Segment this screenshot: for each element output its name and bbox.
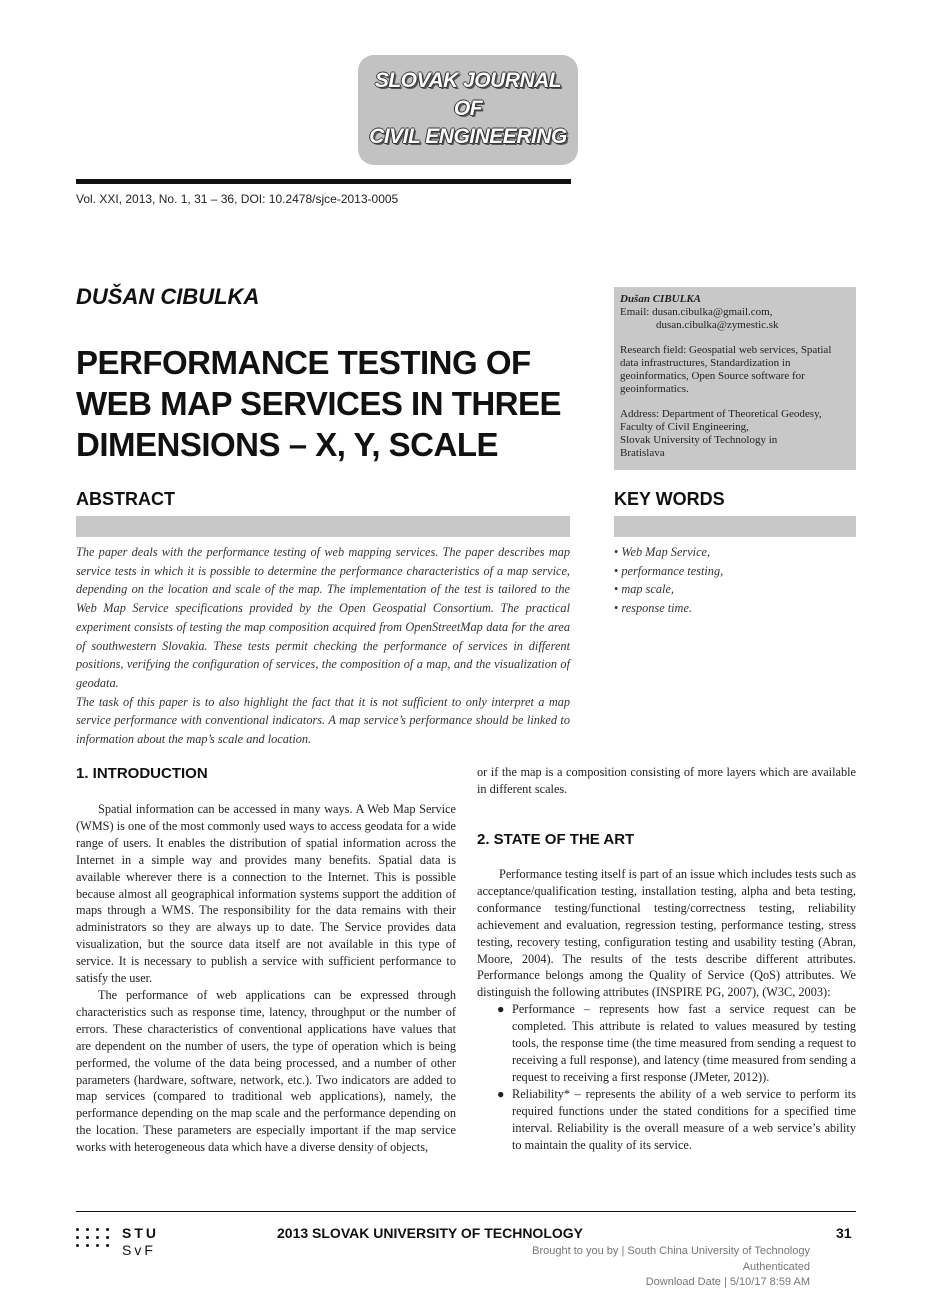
download-line: Authenticated (742, 1260, 810, 1273)
info-address: Faculty of Civil Engineering, (620, 421, 749, 433)
footer-university: 2013 SLOVAK UNIVERSITY OF TECHNOLOGY (277, 1225, 583, 1241)
journal-logo-line: OF (453, 97, 483, 120)
download-info (532, 1244, 810, 1291)
title-line: DIMENSIONS – X, Y, SCALE (76, 426, 498, 463)
body-paragraph: The performance of web applications can be expressed through characteristics such as response time, latency, throughput or the number of errors. These characteristics of conventional applications have values that are dependent on the number of users, the type of operation which is being performed, the volume of the data being processed, and a number of other parameters (hardware, software, network, etc.). Two indicators are added to map services (compared to traditional web applications), namely, the performance depending on the map scale and the performance depending on the location. These parameters are especially important if the map service works with heterogeneous data which have a diverse density of objects, (76, 987, 456, 1155)
info-address: Address: Department of Theoretical Geodesy, (620, 408, 822, 420)
list-item (477, 1086, 856, 1154)
list-item-text: Performance – represents how fast a service request can be completed. This attribute is related to values measured by testing tools, the response time (the time measured from sending a request to receiving a full response), and latency (time measured from sending a request to receiving a first response (JMeter, 2012)). (512, 1002, 856, 1084)
list-item (477, 1001, 856, 1086)
intro-heading: 1. INTRODUCTION (76, 765, 208, 782)
footer-rule (76, 1211, 856, 1212)
body-paragraph: or if the map is a composition consisting of more layers which are available in different scales. (477, 765, 856, 796)
keyword-item: • map scale, (614, 580, 723, 599)
journal-logo (358, 55, 578, 165)
bullet-icon: ● (497, 1002, 505, 1017)
stu-logo-line: STU (122, 1225, 159, 1241)
attribute-list (477, 1001, 856, 1153)
intro-continuation (477, 764, 856, 798)
keywords-heading: KEY WORDS (614, 489, 725, 509)
abstract-heading: ABSTRACT (76, 489, 175, 509)
info-research: Research field: Geospatial web services, Spatial data infrastructures, Standardization in geoinformatics, Open Source software for geoinformatics. (620, 344, 832, 395)
author-name: DUŠAN CIBULKA (76, 284, 260, 309)
body-paragraph: Spatial information can be accessed in many ways. A Web Map Service (WMS) is one of the most commonly used ways to access geodata for a wide range of users. It enables the distribution of spatial information across the Internet in a simple way and provides many benefits. Spatial data is available wherever there is a connection to the Internet. This is possible because almost all geographical information systems support the addition of maps through a WMS. The responsibility for the data remains with their administrators so they are always up to date. The Service provides data visualization, but the source data itself are not available in this type of service. It is necessary to publish a service with sufficient performance to satisfy the user. (76, 802, 456, 986)
title-line: PERFORMANCE TESTING OF (76, 344, 531, 381)
title-line: WEB MAP SERVICES IN THREE (76, 385, 562, 422)
page-number: 31 (836, 1225, 852, 1241)
state-of-art-column (477, 866, 856, 1153)
keyword-item: • response time. (614, 599, 723, 618)
volume-line: Vol. XXI, 2013, No. 1, 31 – 36, DOI: 10.2478/sjce-2013-0005 (76, 192, 399, 206)
download-line: Download Date | 5/10/17 8:59 AM (645, 1276, 810, 1288)
paper-title (76, 342, 586, 465)
info-email: Email: dusan.cibulka@gmail.com, (620, 306, 773, 318)
abstract-paragraph: The paper deals with the performance testing of web mapping services. The paper describes map service tests in which it is possible to determine the performance characteristics of a map service, depending on the location and scale of the map. The implementation of the test is tailored to the Web Map Service specifications provided by the Open Geospatial Consortium. The practical experiment consists of testing the map composition acquired from OpenStreetMap data for the area of southwestern Slovakia. These tests permit checking the performance of services in different positions, verifying the configuration of services, the composition of a map, and the visualization of geodata. (76, 545, 570, 690)
list-item-text: Reliability* – represents the ability of a web service to perform its required functions under the stated conditions for a specified time interval. Reliability is the overall measure of a web service’s ability to maintain the quality of its service. (512, 1086, 856, 1152)
keyword-item: • performance testing, (614, 562, 723, 581)
journal-logo-line: SLOVAK JOURNAL (374, 69, 562, 92)
info-email-2: dusan.cibulka@zymestic.sk (656, 319, 779, 331)
bullet-icon: ● (497, 1086, 505, 1101)
journal-logo-line: CIVIL ENGINEERING (369, 125, 567, 148)
info-address: Slovak University of Technology in (620, 434, 778, 446)
stu-logo-line: SvF (122, 1242, 156, 1258)
intro-column (76, 801, 456, 1156)
keywords-list (614, 543, 723, 618)
body-paragraph: Performance testing itself is part of an issue which includes tests such as acceptance/qualification testing, installation testing, alpha and beta testing, conformance testing/functional testing/correctness testing, reliability achievement and evaluation, regression testing, performance testing, stress testing, recovery testing, configuration testing and usability testing (Abran, Moore, 2004). The results of the tests describe different attributes. Performance belongs among the Quality of Service (QoS) attributes. We distinguish the following attributes (INSPIRE PG, 2007), (W3C, 2003): (477, 867, 856, 1000)
keywords-bar (614, 516, 856, 537)
abstract-bar (76, 516, 570, 537)
author-info-box (614, 287, 856, 470)
info-author-name: Dušan CIBULKA (620, 293, 702, 305)
abstract-text (76, 543, 570, 749)
stu-dots-icon (76, 1228, 110, 1247)
state-of-art-heading: 2. STATE OF THE ART (477, 831, 635, 848)
info-address: Bratislava (620, 447, 665, 459)
stu-logo (76, 1225, 159, 1259)
stu-logo-text (122, 1225, 159, 1259)
download-line: Brought to you by | South China University of Technology (532, 1245, 810, 1257)
abstract-paragraph: The task of this paper is to also highlight the fact that it is not sufficient to only interpret a map service performance with conventional indicators. A map service’s performance should be linked to information about the map’s scale and location. (76, 694, 570, 747)
header-rule (76, 179, 571, 184)
keyword-item: • Web Map Service, (614, 543, 723, 562)
